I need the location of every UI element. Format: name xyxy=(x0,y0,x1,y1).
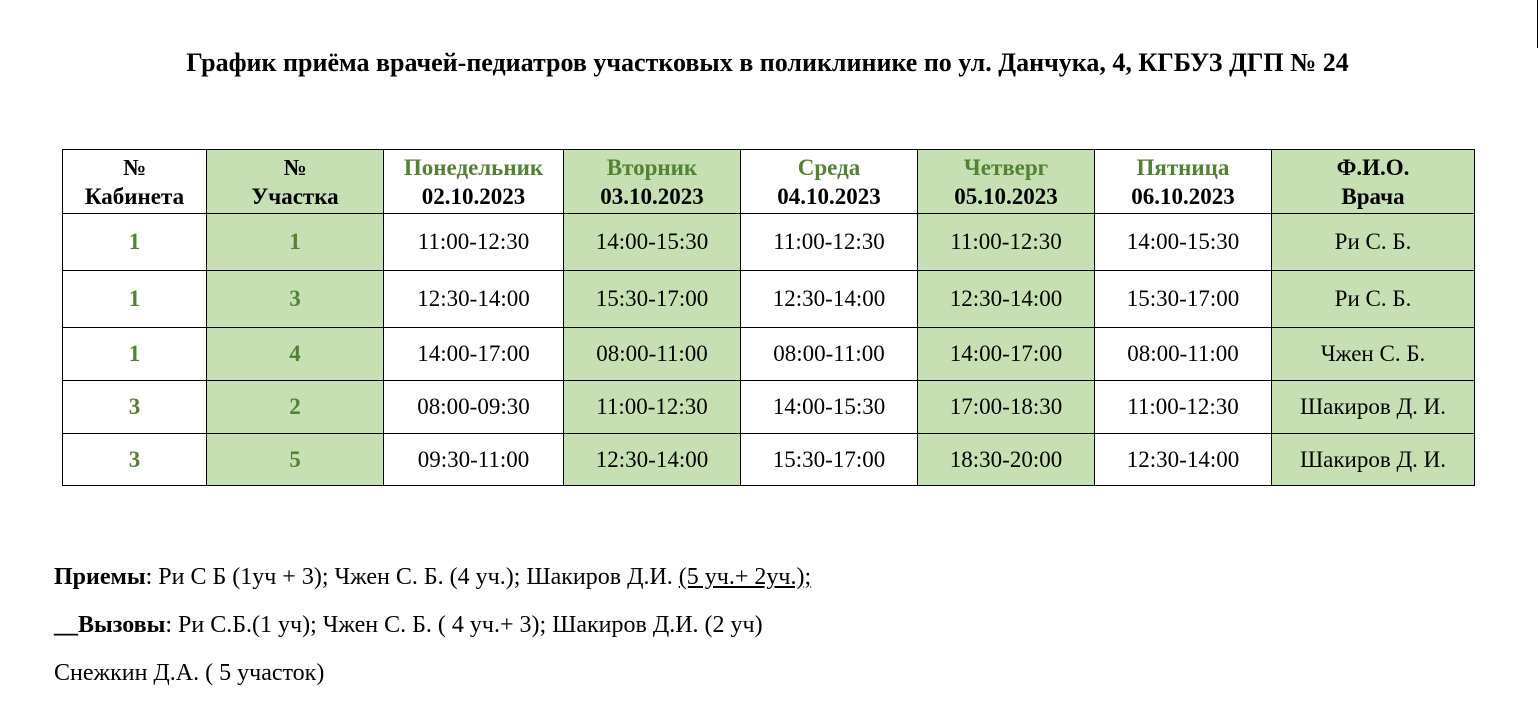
header-district xyxy=(207,150,384,214)
header-doctor-line1: Ф.И.О. xyxy=(1336,154,1410,180)
header-tuesday-date: 03.10.2023 xyxy=(600,183,704,209)
cabinet-cell: 3 xyxy=(63,381,207,434)
cabinet-cell: 1 xyxy=(63,271,207,328)
monday-cell: 12:30-14:00 xyxy=(384,271,564,328)
table-row xyxy=(63,434,1475,486)
cabinet-cell: 3 xyxy=(63,434,207,486)
doctor-cell: Шакиров Д. И. xyxy=(1272,434,1475,486)
header-thursday xyxy=(918,150,1095,214)
header-friday-date: 06.10.2023 xyxy=(1131,183,1235,209)
thursday-cell: 14:00-17:00 xyxy=(918,328,1095,381)
cabinet-cell: 1 xyxy=(63,328,207,381)
header-cabinet xyxy=(63,150,207,214)
friday-cell: 11:00-12:30 xyxy=(1095,381,1272,434)
district-cell: 5 xyxy=(207,434,384,486)
document-title: График приёма врачей-педиатров участковых в поликлинике по ул. Данчука, 4, КГБУЗ ДГП № 24 xyxy=(186,48,1349,77)
thursday-cell: 11:00-12:30 xyxy=(918,214,1095,271)
doctor-cell: Чжен С. Б. xyxy=(1272,328,1475,381)
thursday-cell: 12:30-14:00 xyxy=(918,271,1095,328)
header-wednesday-date: 04.10.2023 xyxy=(777,183,881,209)
district-cell: 1 xyxy=(207,214,384,271)
tuesday-cell: 12:30-14:00 xyxy=(564,434,741,486)
header-tuesday xyxy=(564,150,741,214)
header-wednesday-day: Среда xyxy=(797,154,861,180)
header-monday-day: Понедельник xyxy=(403,154,544,180)
header-friday-day: Пятница xyxy=(1136,154,1230,180)
appointments-underlined-text: (5 уч.+ 2уч.); xyxy=(678,564,812,590)
cabinet-cell: 1 xyxy=(63,214,207,271)
wednesday-cell: 08:00-11:00 xyxy=(741,328,918,381)
header-tuesday-day: Вторник xyxy=(606,154,698,180)
tuesday-cell: 08:00-11:00 xyxy=(564,328,741,381)
friday-cell: 08:00-11:00 xyxy=(1095,328,1272,381)
friday-cell: 14:00-15:30 xyxy=(1095,214,1272,271)
thursday-cell: 17:00-18:30 xyxy=(918,381,1095,434)
wednesday-cell: 15:30-17:00 xyxy=(741,434,918,486)
thursday-cell: 18:30-20:00 xyxy=(918,434,1095,486)
monday-cell: 09:30-11:00 xyxy=(384,434,564,486)
friday-cell: 15:30-17:00 xyxy=(1095,271,1272,328)
tuesday-cell: 11:00-12:30 xyxy=(564,381,741,434)
table-header-row xyxy=(63,150,1475,214)
header-wednesday xyxy=(741,150,918,214)
wednesday-cell[interactable]: 12:30-14:00 xyxy=(741,271,918,328)
header-thursday-date: 05.10.2023 xyxy=(954,183,1058,209)
appointments-label: Приемы xyxy=(54,564,146,590)
tuesday-cell: 14:00-15:30 xyxy=(564,214,741,271)
table-row xyxy=(63,381,1475,434)
notes-line-extra: Снежкин Д.А. ( 5 участок) xyxy=(54,660,325,686)
header-district-line2: Участка xyxy=(251,183,339,209)
header-doctor-line2: Врача xyxy=(1341,183,1405,209)
header-monday-date: 02.10.2023 xyxy=(421,183,526,209)
district-cell: 3 xyxy=(207,271,384,328)
table-row xyxy=(63,214,1475,271)
notes-section xyxy=(54,553,811,697)
table-row xyxy=(63,271,1475,328)
monday-cell: 08:00-09:30 xyxy=(384,381,564,434)
monday-cell: 11:00-12:30 xyxy=(384,214,564,271)
district-cell: 2 xyxy=(207,381,384,434)
calls-text: : Ри С.Б.(1 уч); Чжен С. Б. ( 4 уч.+ 3); Шакиров Д.И. (2 уч) xyxy=(165,612,763,638)
notes-line-appointments xyxy=(54,553,811,601)
header-doctor xyxy=(1272,150,1475,214)
table-row xyxy=(63,328,1475,381)
calls-prefix: __ xyxy=(54,612,78,638)
district-cell: 4 xyxy=(207,328,384,381)
wednesday-cell: 11:00-12:30 xyxy=(741,214,918,271)
monday-cell: 14:00-17:00 xyxy=(384,328,564,381)
header-monday xyxy=(384,150,564,214)
header-district-line1: № xyxy=(283,154,307,180)
notes-line-calls xyxy=(54,601,811,649)
tuesday-cell: 15:30-17:00 xyxy=(564,271,741,328)
wednesday-cell: 14:00-15:30 xyxy=(741,381,918,434)
header-thursday-day: Четверг xyxy=(963,154,1049,180)
header-cabinet-line2: Кабинета xyxy=(84,183,185,209)
calls-label: Вызовы xyxy=(78,612,166,638)
friday-cell: 12:30-14:00 xyxy=(1095,434,1272,486)
header-friday xyxy=(1095,150,1272,214)
header-cabinet-line1: № xyxy=(122,154,147,180)
schedule-table xyxy=(62,149,1475,486)
appointments-text: : Ри С Б (1уч + 3); Чжен С. Б. (4 уч.); Шакиров Д.И. xyxy=(145,564,679,590)
doctor-cell: Ри С. Б. xyxy=(1272,214,1475,271)
doctor-cell: Ри С. Б. xyxy=(1272,271,1475,328)
doctor-cell: Шакиров Д. И. xyxy=(1272,381,1475,434)
